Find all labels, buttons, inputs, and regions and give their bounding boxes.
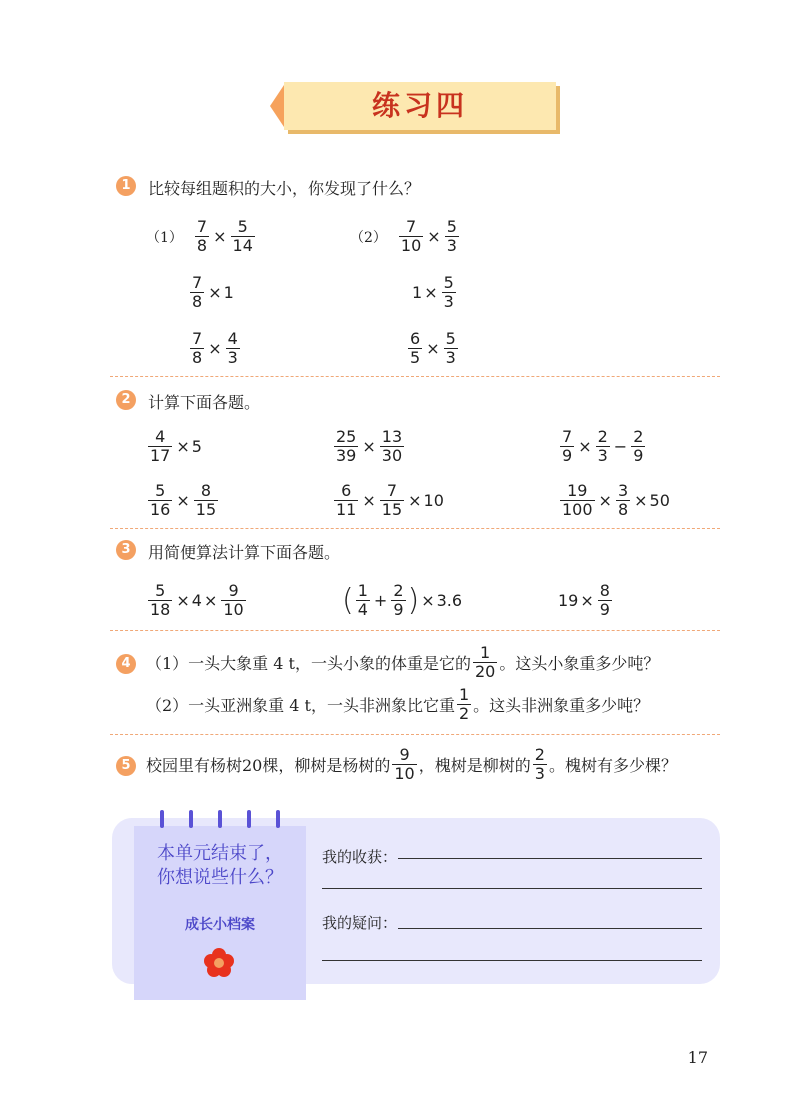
- fraction: $\frac{25}{39}$: [336, 427, 357, 465]
- fraction: $\frac{5}{3}$: [446, 217, 457, 255]
- fraction: $\frac{7}{8}$: [192, 329, 203, 367]
- fraction: $\frac{7}{8}$: [192, 273, 203, 311]
- fraction: $\frac{5}{3}$: [443, 273, 454, 311]
- fraction: $\frac{2}{3}$: [534, 745, 545, 783]
- question-label: 我的疑问：: [322, 914, 398, 932]
- fraction: $\frac{2}{3}$: [597, 427, 608, 465]
- fraction: $\frac{9}{10}$: [394, 745, 415, 783]
- fraction: $\frac{7}{9}$: [562, 427, 573, 465]
- fraction: $\frac{7}{10}$: [400, 217, 422, 255]
- fraction: $\frac{2}{9}$: [633, 427, 644, 465]
- question-line[interactable]: [322, 960, 702, 961]
- fraction: $\frac{6}{11}$: [336, 481, 357, 519]
- gain-label: 我的收获：: [322, 848, 398, 866]
- page-number: 17: [687, 1048, 708, 1067]
- fraction: $\frac{1}{20}$: [474, 643, 496, 681]
- fraction: $\frac{8}{9}$: [599, 581, 610, 619]
- q1-expr-2c: $\frac{6}{5}$ × $\frac{5}{3}$: [410, 329, 456, 367]
- fraction: $\frac{5}{16}$: [150, 481, 171, 519]
- fraction: $\frac{19}{100}$: [562, 481, 593, 519]
- question-3-text: 用简便算法计算下面各题。: [148, 543, 341, 562]
- q5-text: 校园里有杨树20棵，柳树是杨树的 $\frac{9}{10}$ ，槐树是柳树的 $\frac{2}{3}$ 。槐树有多少棵？: [146, 745, 677, 783]
- question-number-5: 5: [116, 756, 136, 776]
- fraction: $\frac{7}{8}$: [196, 217, 208, 255]
- note-title: 本单元结束了， 你想说些什么？: [157, 843, 283, 888]
- divider: [110, 376, 720, 377]
- gain-line[interactable]: [322, 888, 702, 889]
- fraction: $\frac{7}{15}$: [381, 481, 403, 519]
- q2-expr-6: $\frac{19}{100}$ × $\frac{3}{8}$ × 50: [562, 481, 670, 519]
- divider: [110, 630, 720, 631]
- q4-line-1: （1）一头大象重 4 t，一头小象的体重是它的 $\frac{1}{20}$ 。这头小象重多少吨？: [146, 643, 660, 681]
- q1-label-2: （2）: [350, 229, 387, 246]
- question-number-2: 2: [116, 390, 136, 410]
- q3-expr-1: $\frac{5}{18}$ × 4 × $\frac{9}{10}$: [150, 581, 244, 619]
- q2-expr-4: $\frac{5}{16}$ × $\frac{8}{15}$: [150, 481, 217, 519]
- question-1-text: 比较每组题积的大小，你发现了什么？: [148, 179, 421, 198]
- q2-expr-2: $\frac{25}{39}$ × $\frac{13}{30}$: [336, 427, 403, 465]
- fraction: $\frac{4}{17}$: [150, 427, 171, 465]
- binder-ring-icon: [218, 810, 222, 828]
- fraction: $\frac{13}{30}$: [381, 427, 403, 465]
- q2-expr-3: $\frac{7}{9}$ × $\frac{2}{3}$ − $\frac{2}{9}$: [562, 427, 644, 465]
- q1-expr-2a: （2） $\frac{7}{10}$ × $\frac{5}{3}$: [350, 217, 457, 255]
- fraction: $\frac{3}{8}$: [617, 481, 629, 519]
- note-subtitle: 成长小档案: [185, 917, 255, 933]
- page-title: 练习四: [371, 89, 468, 122]
- q2-expr-5: $\frac{6}{11}$ × $\frac{7}{15}$ × 10: [336, 481, 444, 519]
- q2-expr-1: $\frac{4}{17}$ × 5: [150, 427, 202, 465]
- q3-expr-3: 19 × $\frac{8}{9}$: [558, 581, 610, 619]
- q1-expr-2b: 1 × $\frac{5}{3}$: [412, 273, 454, 311]
- divider: [110, 528, 720, 529]
- fraction: $\frac{5}{3}$: [445, 329, 456, 367]
- question-number-3: 3: [116, 540, 136, 560]
- binder-ring-icon: [247, 810, 251, 828]
- question-line[interactable]: [398, 928, 702, 929]
- q1-expr-1a: （1） $\frac{7}{8}$ × $\frac{5}{14}$: [146, 217, 253, 255]
- binder-ring-icon: [160, 810, 164, 828]
- q3-expr-2: ( $\frac{1}{4}$ + $\frac{2}{9}$ ) × 3.6: [342, 581, 463, 619]
- fraction: $\frac{2}{9}$: [393, 581, 404, 619]
- flower-icon: [202, 946, 236, 980]
- fraction: $\frac{1}{2}$: [458, 685, 470, 723]
- gain-line[interactable]: [398, 858, 702, 859]
- fraction: $\frac{8}{15}$: [195, 481, 217, 519]
- question-number-4: 4: [116, 654, 136, 674]
- question-number-1: 1: [116, 176, 136, 196]
- divider: [110, 734, 720, 735]
- fraction: $\frac{6}{5}$: [410, 329, 421, 367]
- question-2-text: 计算下面各题。: [148, 393, 261, 412]
- binder-ring-icon: [276, 810, 280, 828]
- fraction: $\frac{5}{18}$: [150, 581, 171, 619]
- fraction: $\frac{1}{4}$: [357, 581, 368, 619]
- q1-label-1: （1）: [146, 229, 183, 246]
- q4-line-2: （2）一头亚洲象重 4 t，一头非洲象比它重 $\frac{1}{2}$ 。这头非洲象重多少吨？: [146, 685, 650, 723]
- fraction: $\frac{9}{10}$: [223, 581, 244, 619]
- q1-expr-1c: $\frac{7}{8}$ × $\frac{4}{3}$: [192, 329, 238, 367]
- fraction: $\frac{4}{3}$: [227, 329, 238, 367]
- q1-expr-1b: $\frac{7}{8}$ × 1: [192, 273, 234, 311]
- binder-ring-icon: [189, 810, 193, 828]
- fraction: $\frac{5}{14}$: [232, 217, 253, 255]
